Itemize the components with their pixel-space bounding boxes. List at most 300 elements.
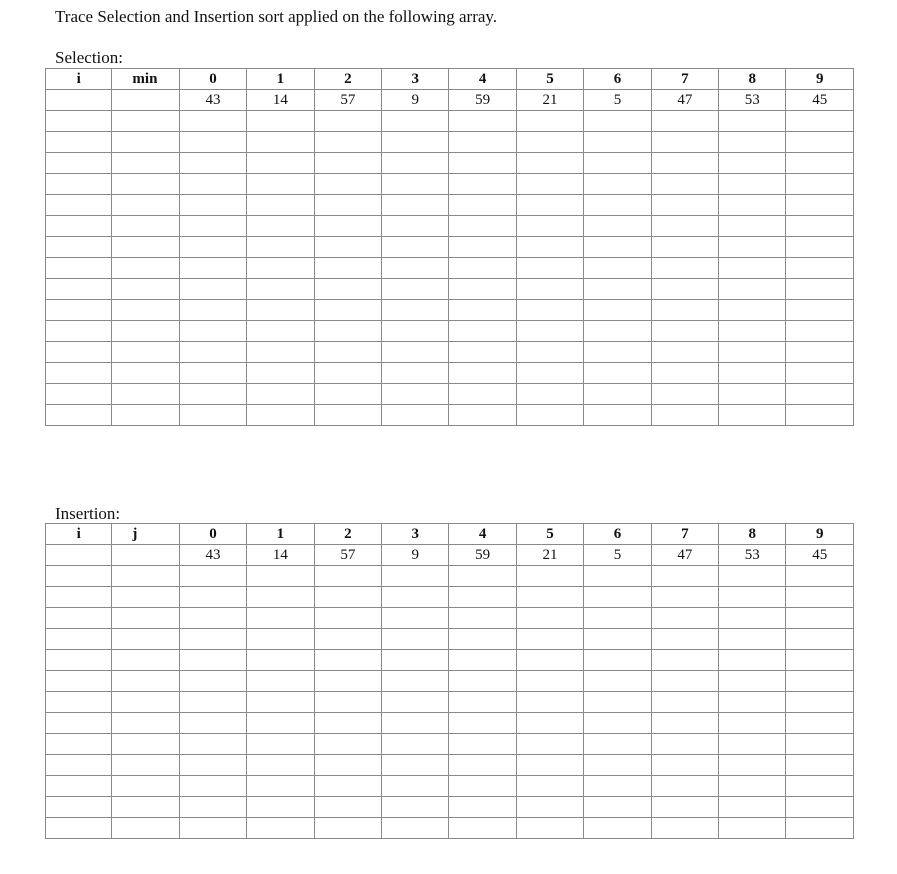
insertion-blank-cell[interactable]	[382, 755, 449, 776]
insertion-blank-cell[interactable]	[314, 797, 381, 818]
selection-blank-cell[interactable]	[516, 237, 583, 258]
selection-blank-cell[interactable]	[651, 111, 718, 132]
insertion-blank-cell[interactable]	[651, 650, 718, 671]
insertion-blank-cell[interactable]	[516, 776, 583, 797]
insertion-blank-cell[interactable]	[449, 566, 516, 587]
selection-blank-cell[interactable]	[46, 279, 112, 300]
selection-blank-cell[interactable]	[449, 174, 516, 195]
selection-blank-cell[interactable]	[651, 174, 718, 195]
selection-blank-cell[interactable]	[786, 342, 854, 363]
insertion-initial-cell[interactable]: 47	[651, 545, 718, 566]
selection-blank-cell[interactable]	[46, 153, 112, 174]
insertion-blank-cell[interactable]	[516, 818, 583, 839]
insertion-blank-cell[interactable]	[786, 587, 854, 608]
selection-blank-cell[interactable]	[786, 237, 854, 258]
selection-blank-cell[interactable]	[584, 195, 651, 216]
insertion-blank-cell[interactable]	[651, 818, 718, 839]
selection-blank-cell[interactable]	[112, 132, 179, 153]
insertion-blank-cell[interactable]	[584, 797, 651, 818]
insertion-blank-cell[interactable]	[584, 734, 651, 755]
selection-blank-cell[interactable]	[449, 321, 516, 342]
insertion-blank-cell[interactable]	[179, 797, 246, 818]
selection-blank-cell[interactable]	[584, 342, 651, 363]
selection-blank-cell[interactable]	[516, 174, 583, 195]
selection-blank-cell[interactable]	[651, 384, 718, 405]
insertion-blank-cell[interactable]	[719, 797, 786, 818]
insertion-blank-cell[interactable]	[382, 797, 449, 818]
selection-blank-cell[interactable]	[651, 405, 718, 426]
selection-blank-cell[interactable]	[382, 342, 449, 363]
selection-blank-cell[interactable]	[247, 258, 314, 279]
selection-blank-cell[interactable]	[516, 321, 583, 342]
insertion-blank-cell[interactable]	[112, 818, 179, 839]
selection-blank-cell[interactable]	[247, 321, 314, 342]
selection-blank-cell[interactable]	[382, 321, 449, 342]
selection-blank-cell[interactable]	[449, 363, 516, 384]
selection-blank-cell[interactable]	[449, 153, 516, 174]
insertion-blank-cell[interactable]	[449, 587, 516, 608]
selection-blank-cell[interactable]	[112, 195, 179, 216]
selection-blank-cell[interactable]	[786, 258, 854, 279]
selection-blank-cell[interactable]	[786, 279, 854, 300]
selection-blank-cell[interactable]	[786, 111, 854, 132]
selection-blank-cell[interactable]	[179, 384, 246, 405]
insertion-blank-cell[interactable]	[46, 566, 112, 587]
selection-blank-cell[interactable]	[46, 174, 112, 195]
selection-blank-cell[interactable]	[584, 237, 651, 258]
insertion-blank-cell[interactable]	[719, 650, 786, 671]
selection-blank-cell[interactable]	[46, 363, 112, 384]
insertion-blank-cell[interactable]	[314, 713, 381, 734]
selection-blank-cell[interactable]	[651, 363, 718, 384]
insertion-initial-cell[interactable]: 9	[382, 545, 449, 566]
selection-blank-cell[interactable]	[449, 237, 516, 258]
selection-blank-cell[interactable]	[314, 384, 381, 405]
selection-blank-cell[interactable]	[46, 132, 112, 153]
selection-blank-cell[interactable]	[314, 342, 381, 363]
insertion-blank-cell[interactable]	[247, 713, 314, 734]
selection-blank-cell[interactable]	[46, 111, 112, 132]
selection-blank-cell[interactable]	[516, 195, 583, 216]
insertion-initial-cell[interactable]: 45	[786, 545, 854, 566]
selection-blank-cell[interactable]	[584, 384, 651, 405]
selection-blank-cell[interactable]	[314, 174, 381, 195]
insertion-blank-cell[interactable]	[112, 692, 179, 713]
selection-blank-cell[interactable]	[719, 384, 786, 405]
insertion-initial-cell[interactable]: 43	[179, 545, 246, 566]
selection-blank-cell[interactable]	[112, 153, 179, 174]
insertion-blank-cell[interactable]	[314, 629, 381, 650]
selection-blank-cell[interactable]	[449, 132, 516, 153]
selection-blank-cell[interactable]	[46, 321, 112, 342]
selection-blank-cell[interactable]	[46, 216, 112, 237]
selection-blank-cell[interactable]	[584, 279, 651, 300]
selection-blank-cell[interactable]	[584, 132, 651, 153]
insertion-blank-cell[interactable]	[786, 650, 854, 671]
insertion-blank-cell[interactable]	[584, 776, 651, 797]
insertion-blank-cell[interactable]	[516, 755, 583, 776]
insertion-blank-cell[interactable]	[516, 650, 583, 671]
selection-blank-cell[interactable]	[719, 153, 786, 174]
insertion-blank-cell[interactable]	[719, 566, 786, 587]
insertion-initial-cell[interactable]: 21	[516, 545, 583, 566]
selection-blank-cell[interactable]	[314, 111, 381, 132]
selection-blank-cell[interactable]	[112, 384, 179, 405]
selection-blank-cell[interactable]	[247, 195, 314, 216]
selection-blank-cell[interactable]	[179, 111, 246, 132]
insertion-blank-cell[interactable]	[382, 671, 449, 692]
selection-blank-cell[interactable]	[651, 279, 718, 300]
selection-blank-cell[interactable]	[719, 111, 786, 132]
selection-blank-cell[interactable]	[584, 111, 651, 132]
selection-blank-cell[interactable]	[584, 258, 651, 279]
selection-blank-cell[interactable]	[179, 216, 246, 237]
selection-blank-cell[interactable]	[112, 342, 179, 363]
selection-blank-cell[interactable]	[584, 216, 651, 237]
insertion-blank-cell[interactable]	[112, 566, 179, 587]
selection-blank-cell[interactable]	[449, 195, 516, 216]
insertion-blank-cell[interactable]	[449, 608, 516, 629]
insertion-blank-cell[interactable]	[449, 650, 516, 671]
insertion-blank-cell[interactable]	[112, 650, 179, 671]
selection-blank-cell[interactable]	[247, 342, 314, 363]
insertion-blank-cell[interactable]	[247, 797, 314, 818]
selection-blank-cell[interactable]	[382, 279, 449, 300]
selection-blank-cell[interactable]	[314, 321, 381, 342]
selection-blank-cell[interactable]	[314, 300, 381, 321]
selection-blank-cell[interactable]	[786, 300, 854, 321]
selection-blank-cell[interactable]	[584, 153, 651, 174]
insertion-blank-cell[interactable]	[179, 734, 246, 755]
insertion-blank-cell[interactable]	[247, 608, 314, 629]
insertion-blank-cell[interactable]	[651, 776, 718, 797]
insertion-blank-cell[interactable]	[651, 734, 718, 755]
selection-blank-cell[interactable]	[786, 153, 854, 174]
selection-initial-cell[interactable]: 59	[449, 90, 516, 111]
selection-initial-cell[interactable]: 53	[719, 90, 786, 111]
insertion-blank-cell[interactable]	[314, 776, 381, 797]
selection-blank-cell[interactable]	[786, 405, 854, 426]
insertion-blank-cell[interactable]	[584, 650, 651, 671]
insertion-blank-cell[interactable]	[584, 818, 651, 839]
selection-initial-cell[interactable]: 57	[314, 90, 381, 111]
insertion-blank-cell[interactable]	[584, 692, 651, 713]
selection-blank-cell[interactable]	[247, 174, 314, 195]
insertion-blank-cell[interactable]	[247, 755, 314, 776]
selection-blank-cell[interactable]	[247, 237, 314, 258]
insertion-blank-cell[interactable]	[584, 608, 651, 629]
insertion-blank-cell[interactable]	[719, 629, 786, 650]
insertion-blank-cell[interactable]	[786, 818, 854, 839]
insertion-blank-cell[interactable]	[46, 797, 112, 818]
selection-blank-cell[interactable]	[314, 279, 381, 300]
insertion-blank-cell[interactable]	[786, 629, 854, 650]
insertion-blank-cell[interactable]	[112, 776, 179, 797]
selection-blank-cell[interactable]	[179, 258, 246, 279]
selection-blank-cell[interactable]	[46, 300, 112, 321]
selection-initial-cell[interactable]: 14	[247, 90, 314, 111]
selection-blank-cell[interactable]	[516, 132, 583, 153]
selection-blank-cell[interactable]	[584, 405, 651, 426]
insertion-blank-cell[interactable]	[314, 734, 381, 755]
insertion-blank-cell[interactable]	[516, 629, 583, 650]
selection-blank-cell[interactable]	[179, 174, 246, 195]
selection-blank-cell[interactable]	[112, 237, 179, 258]
insertion-blank-cell[interactable]	[786, 776, 854, 797]
selection-blank-cell[interactable]	[382, 174, 449, 195]
selection-blank-cell[interactable]	[719, 321, 786, 342]
selection-blank-cell[interactable]	[651, 153, 718, 174]
insertion-blank-cell[interactable]	[786, 671, 854, 692]
selection-initial-cell[interactable]: 45	[786, 90, 854, 111]
insertion-blank-cell[interactable]	[247, 587, 314, 608]
selection-initial-cell[interactable]: 47	[651, 90, 718, 111]
insertion-blank-cell[interactable]	[46, 713, 112, 734]
insertion-blank-cell[interactable]	[112, 608, 179, 629]
selection-blank-cell[interactable]	[247, 300, 314, 321]
insertion-blank-cell[interactable]	[719, 755, 786, 776]
selection-blank-cell[interactable]	[651, 132, 718, 153]
selection-initial-cell[interactable]: 21	[516, 90, 583, 111]
insertion-blank-cell[interactable]	[247, 776, 314, 797]
selection-blank-cell[interactable]	[584, 174, 651, 195]
selection-blank-cell[interactable]	[516, 363, 583, 384]
selection-blank-cell[interactable]	[786, 321, 854, 342]
insertion-blank-cell[interactable]	[449, 755, 516, 776]
insertion-blank-cell[interactable]	[247, 629, 314, 650]
selection-blank-cell[interactable]	[314, 153, 381, 174]
insertion-blank-cell[interactable]	[786, 797, 854, 818]
insertion-initial-cell[interactable]: 5	[584, 545, 651, 566]
insertion-blank-cell[interactable]	[112, 797, 179, 818]
insertion-blank-cell[interactable]	[584, 713, 651, 734]
selection-blank-cell[interactable]	[46, 384, 112, 405]
insertion-blank-cell[interactable]	[382, 692, 449, 713]
insertion-blank-cell[interactable]	[651, 692, 718, 713]
insertion-blank-cell[interactable]	[719, 776, 786, 797]
selection-blank-cell[interactable]	[786, 132, 854, 153]
insertion-blank-cell[interactable]	[719, 587, 786, 608]
selection-blank-cell[interactable]	[584, 321, 651, 342]
insertion-blank-cell[interactable]	[314, 587, 381, 608]
insertion-blank-cell[interactable]	[516, 671, 583, 692]
selection-blank-cell[interactable]	[112, 279, 179, 300]
insertion-blank-cell[interactable]	[516, 608, 583, 629]
selection-blank-cell[interactable]	[651, 321, 718, 342]
insertion-blank-cell[interactable]	[46, 608, 112, 629]
insertion-blank-cell[interactable]	[651, 671, 718, 692]
selection-blank-cell[interactable]	[382, 405, 449, 426]
selection-blank-cell[interactable]	[516, 405, 583, 426]
selection-initial-cell[interactable]: 43	[179, 90, 246, 111]
insertion-blank-cell[interactable]	[179, 692, 246, 713]
selection-blank-cell[interactable]	[651, 300, 718, 321]
insertion-blank-cell[interactable]	[112, 734, 179, 755]
insertion-blank-cell[interactable]	[651, 608, 718, 629]
insertion-blank-cell[interactable]	[46, 629, 112, 650]
selection-blank-cell[interactable]	[179, 300, 246, 321]
insertion-blank-cell[interactable]	[449, 692, 516, 713]
selection-blank-cell[interactable]	[719, 342, 786, 363]
selection-initial-cell[interactable]: 5	[584, 90, 651, 111]
insertion-blank-cell[interactable]	[786, 713, 854, 734]
selection-blank-cell[interactable]	[719, 258, 786, 279]
insertion-initial-cell[interactable]	[112, 545, 179, 566]
selection-blank-cell[interactable]	[314, 132, 381, 153]
insertion-initial-cell[interactable]: 59	[449, 545, 516, 566]
insertion-blank-cell[interactable]	[584, 629, 651, 650]
selection-blank-cell[interactable]	[516, 342, 583, 363]
insertion-blank-cell[interactable]	[112, 713, 179, 734]
insertion-blank-cell[interactable]	[449, 713, 516, 734]
insertion-blank-cell[interactable]	[651, 797, 718, 818]
insertion-blank-cell[interactable]	[179, 587, 246, 608]
selection-initial-cell[interactable]: 9	[382, 90, 449, 111]
selection-blank-cell[interactable]	[449, 258, 516, 279]
insertion-blank-cell[interactable]	[247, 566, 314, 587]
insertion-blank-cell[interactable]	[179, 566, 246, 587]
insertion-blank-cell[interactable]	[584, 755, 651, 776]
insertion-blank-cell[interactable]	[382, 566, 449, 587]
selection-blank-cell[interactable]	[382, 132, 449, 153]
insertion-initial-cell[interactable]: 53	[719, 545, 786, 566]
selection-blank-cell[interactable]	[179, 237, 246, 258]
selection-blank-cell[interactable]	[449, 216, 516, 237]
selection-blank-cell[interactable]	[112, 321, 179, 342]
selection-blank-cell[interactable]	[247, 279, 314, 300]
selection-blank-cell[interactable]	[247, 153, 314, 174]
insertion-blank-cell[interactable]	[314, 818, 381, 839]
insertion-blank-cell[interactable]	[382, 650, 449, 671]
insertion-blank-cell[interactable]	[719, 608, 786, 629]
selection-blank-cell[interactable]	[382, 111, 449, 132]
selection-blank-cell[interactable]	[516, 216, 583, 237]
insertion-blank-cell[interactable]	[584, 671, 651, 692]
insertion-blank-cell[interactable]	[449, 671, 516, 692]
selection-blank-cell[interactable]	[247, 111, 314, 132]
insertion-blank-cell[interactable]	[179, 776, 246, 797]
insertion-blank-cell[interactable]	[449, 818, 516, 839]
insertion-blank-cell[interactable]	[179, 818, 246, 839]
insertion-blank-cell[interactable]	[449, 629, 516, 650]
insertion-blank-cell[interactable]	[179, 671, 246, 692]
selection-blank-cell[interactable]	[247, 216, 314, 237]
selection-blank-cell[interactable]	[516, 258, 583, 279]
insertion-blank-cell[interactable]	[314, 692, 381, 713]
selection-blank-cell[interactable]	[719, 405, 786, 426]
selection-blank-cell[interactable]	[46, 195, 112, 216]
insertion-blank-cell[interactable]	[382, 776, 449, 797]
selection-blank-cell[interactable]	[449, 342, 516, 363]
selection-blank-cell[interactable]	[382, 216, 449, 237]
selection-blank-cell[interactable]	[179, 363, 246, 384]
insertion-blank-cell[interactable]	[382, 629, 449, 650]
insertion-blank-cell[interactable]	[46, 587, 112, 608]
selection-blank-cell[interactable]	[314, 216, 381, 237]
selection-blank-cell[interactable]	[112, 111, 179, 132]
insertion-blank-cell[interactable]	[247, 818, 314, 839]
selection-blank-cell[interactable]	[651, 216, 718, 237]
selection-blank-cell[interactable]	[651, 342, 718, 363]
selection-blank-cell[interactable]	[179, 132, 246, 153]
selection-blank-cell[interactable]	[584, 300, 651, 321]
insertion-blank-cell[interactable]	[719, 818, 786, 839]
insertion-blank-cell[interactable]	[46, 776, 112, 797]
insertion-blank-cell[interactable]	[786, 566, 854, 587]
insertion-blank-cell[interactable]	[651, 713, 718, 734]
insertion-blank-cell[interactable]	[516, 713, 583, 734]
selection-blank-cell[interactable]	[719, 279, 786, 300]
selection-blank-cell[interactable]	[449, 279, 516, 300]
selection-blank-cell[interactable]	[719, 237, 786, 258]
selection-blank-cell[interactable]	[247, 132, 314, 153]
insertion-blank-cell[interactable]	[786, 692, 854, 713]
insertion-blank-cell[interactable]	[516, 566, 583, 587]
selection-blank-cell[interactable]	[786, 384, 854, 405]
insertion-blank-cell[interactable]	[179, 713, 246, 734]
insertion-blank-cell[interactable]	[786, 608, 854, 629]
insertion-blank-cell[interactable]	[314, 755, 381, 776]
insertion-blank-cell[interactable]	[651, 566, 718, 587]
insertion-blank-cell[interactable]	[314, 608, 381, 629]
insertion-blank-cell[interactable]	[46, 755, 112, 776]
insertion-initial-cell[interactable]: 14	[247, 545, 314, 566]
selection-blank-cell[interactable]	[382, 237, 449, 258]
insertion-initial-cell[interactable]	[46, 545, 112, 566]
insertion-initial-cell[interactable]: 57	[314, 545, 381, 566]
insertion-blank-cell[interactable]	[382, 713, 449, 734]
selection-blank-cell[interactable]	[247, 384, 314, 405]
insertion-blank-cell[interactable]	[719, 671, 786, 692]
selection-blank-cell[interactable]	[179, 153, 246, 174]
selection-blank-cell[interactable]	[382, 195, 449, 216]
selection-blank-cell[interactable]	[719, 195, 786, 216]
insertion-blank-cell[interactable]	[46, 734, 112, 755]
insertion-blank-cell[interactable]	[786, 755, 854, 776]
selection-blank-cell[interactable]	[719, 363, 786, 384]
selection-blank-cell[interactable]	[516, 384, 583, 405]
selection-blank-cell[interactable]	[112, 363, 179, 384]
selection-blank-cell[interactable]	[516, 153, 583, 174]
selection-blank-cell[interactable]	[719, 132, 786, 153]
selection-blank-cell[interactable]	[651, 258, 718, 279]
insertion-blank-cell[interactable]	[247, 734, 314, 755]
selection-blank-cell[interactable]	[247, 363, 314, 384]
insertion-blank-cell[interactable]	[516, 797, 583, 818]
selection-blank-cell[interactable]	[719, 300, 786, 321]
selection-blank-cell[interactable]	[584, 363, 651, 384]
insertion-blank-cell[interactable]	[651, 755, 718, 776]
selection-blank-cell[interactable]	[382, 153, 449, 174]
selection-blank-cell[interactable]	[112, 258, 179, 279]
selection-blank-cell[interactable]	[46, 237, 112, 258]
insertion-blank-cell[interactable]	[247, 671, 314, 692]
insertion-blank-cell[interactable]	[382, 818, 449, 839]
insertion-blank-cell[interactable]	[247, 692, 314, 713]
insertion-blank-cell[interactable]	[314, 566, 381, 587]
insertion-blank-cell[interactable]	[46, 818, 112, 839]
insertion-blank-cell[interactable]	[46, 692, 112, 713]
insertion-blank-cell[interactable]	[449, 797, 516, 818]
selection-blank-cell[interactable]	[449, 405, 516, 426]
insertion-blank-cell[interactable]	[651, 587, 718, 608]
selection-blank-cell[interactable]	[719, 174, 786, 195]
selection-blank-cell[interactable]	[112, 405, 179, 426]
insertion-blank-cell[interactable]	[112, 629, 179, 650]
insertion-blank-cell[interactable]	[179, 608, 246, 629]
selection-blank-cell[interactable]	[46, 405, 112, 426]
insertion-blank-cell[interactable]	[382, 608, 449, 629]
